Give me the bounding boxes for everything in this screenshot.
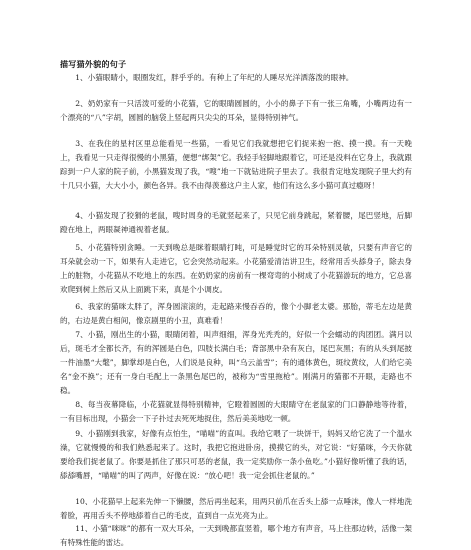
paragraph-2: 2、奶奶家有一只活泼可爱的小花猫，它的眼睛圆圆的，小小的鼻子下有一张三角嘴，小嘴两边有一个漂亮的“八”字胡，圆圆的脑袋上竖起两只尖尖的耳朵，显得特别神气。 [60, 99, 412, 122]
paragraph-8: 8、每当夜幕降临，小花猫就显得特别精神，它瞪着圆圆的大眼睛守在老鼠家的门口静静地等待着，一有目标出现，小猫会一下子扑过去死死地捉住，然后美美地吃一顿。 [60, 400, 412, 423]
paragraph-3: 3、在我住的星村区里总能看见一些猫，一看见它们我就想把它们捉来抱一抱、摸一摸。有一天晚上，我看见一只走得很慢的小黑猫，便想“绑架”它。我轻手轻脚地跟着它，可还是没料在它身上，我就跟踪到一户人家的院子前，小黑猫发现了我，“嗖”地一下就钻进院子里去了。我很肯定地发现院子里大约有十几只小猫，大大小小，颜色各异。我不由得羡慕这户主人家，他们有这么多小猫可真过瘾呀！ [60, 139, 412, 190]
document-title: 描写猫外貌的句子 [60, 60, 127, 69]
paragraph-7: 7、小猫，刚出生的小猫，眼睛闭着，叫声细细，浑身光秃秃的，好似一个会蠕动的肉团团。满月以后，斑毛才全都长齐，有的浑圆是白色，四肢长满白毛；背部黑中杂有灰白，尾巴灰黑；有的从头到尾披一件油墨“大氅”，脚掌却是白色，人们说是良种，叫“乌云盖雪”；有的通体黄色，斑纹黄纹，人们给它美名“金不换”；还有一身白毛配上一条黑色尾巴的，被称为“雪里拖枪”。刚满月的猫都不开眼，走路也不稳。 [60, 330, 412, 395]
paragraph-9: 9、小猫刚到我家，好像有点怕生，“喵喵”的直叫。我给它喂了一块饼干，妈妈又给它洗了一个温水澡，它就慢慢的和我们熟悉起来了。这时，我把它抱进卧房，摸摸它的头，对它说：“好猫咪，今天你就要给我们捉老鼠了。你要是抓住了那只可恶的老鼠，我一定奖励你一条小鱼吃。”小猫好像听懂了我的话，舔舔嘴唇，“喵喵”的叫了两声，好像在说：“放心吧！我一定会抓住老鼠的。” [60, 429, 412, 480]
paragraph-10: 10、小花猫早上起来先伸一下懒腰，然后再坐起来，用两只前爪在舌头上舔一点唾沫，像人一样地洗着脸，再用舌头不停地舔着自己的毛皮，直到自一点光亮为止。 [60, 497, 412, 520]
paragraph-11: 11、小猫“咪咪”的都有一双大耳朵，一天到晚都直竖着，哪个地方有声音，马上往那边转，活像一架有特殊性能的雷达。 [60, 524, 412, 547]
paragraph-4: 4、小猫发现了狡猾的老鼠，嗖时周身的毛就竖起来了，只见它前身跳起，紧着腰，尾巴竖地，后脚蹬在地上，两眼凝神通视着老鼠。 [60, 211, 412, 234]
paragraph-6: 6、我家的猫咪太胖了，浑身圆滚滚的，走起路来慢吞吞的，像个小脚老太婆。那胎，蒂毛左边是黄的，右边是黄白相间，像京剧里的小丑，真难看！ [60, 302, 412, 325]
paragraph-1: 1、小猫眼睛小，眼圈发红，胖乎乎的。有种上了年纪的人睡尽光洋洒落泼的眼神。 [75, 73, 354, 82]
paragraph-5: 5、小花猫特别贪睡。一天到晚总是眯着眼睛打盹，可是睡觉时它的耳朵特别灵敏，只要有声音它的耳朵就会动一下，如果有人走进它，它会突然动起来。小花猫爱清洁讲卫生，经常用舌头舔身子，除去身上的脏物，小花猫从不吃地上的东西。在奶奶家的房前有一棵弯弯的小树成了小花猫游玩的地方，它总喜欢爬到树上然后又从上面跳下来，真是个小调皮。 [60, 243, 412, 294]
